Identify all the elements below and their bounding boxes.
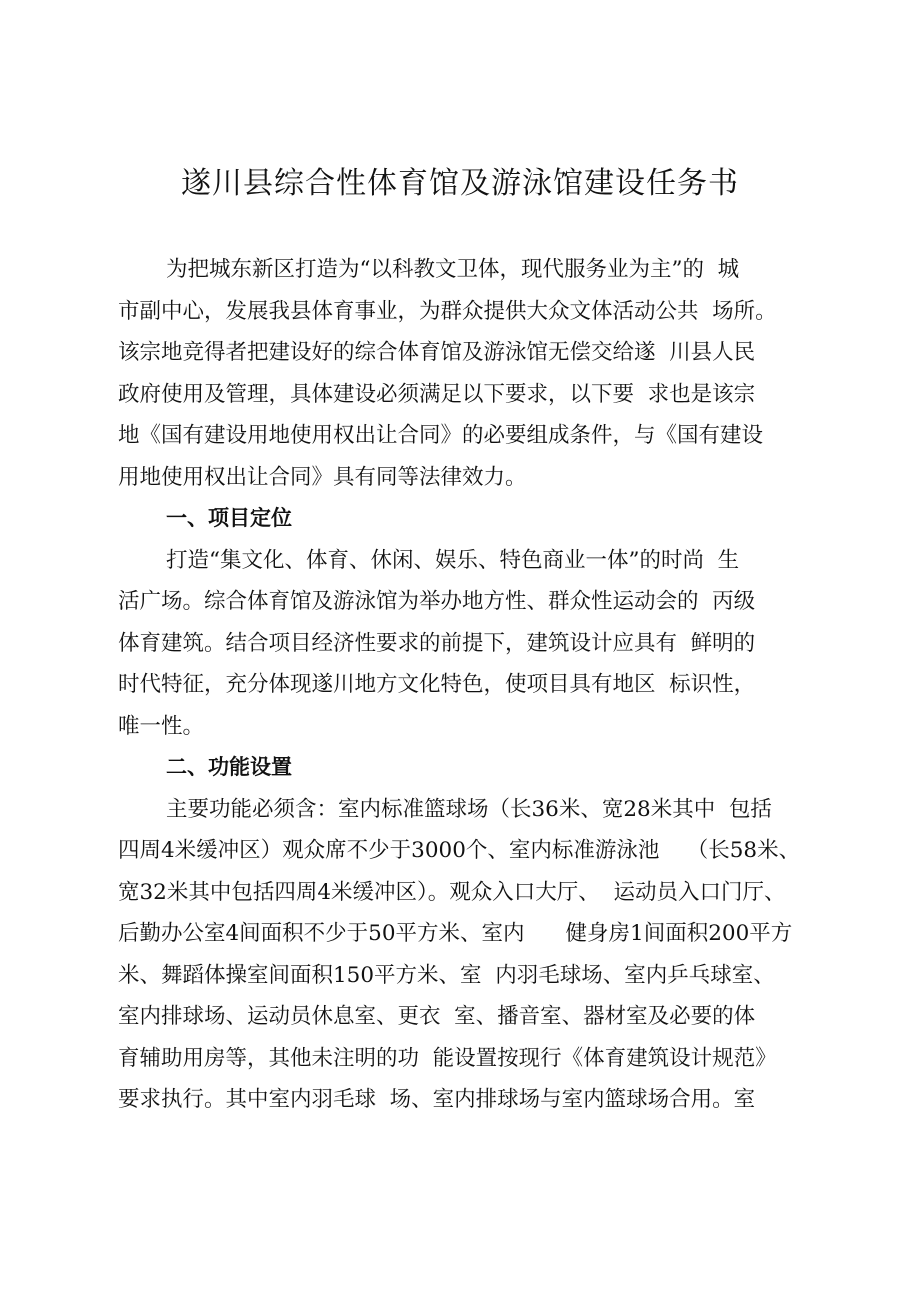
paragraph-line: 活广场。综合体育馆及游泳馆为举办地方性、群众性运动会的 丙级 (118, 589, 756, 614)
paragraph-line: 室内排球场、运动员休息室、更衣 室、播音室、器材室及必要的体 (118, 1004, 756, 1029)
paragraph-line: 该宗地竞得者把建设好的综合体育馆及游泳馆无偿交给遂 川县人民 (118, 340, 756, 365)
paragraph-line: 要求执行。其中室内羽毛球 场、室内排球场与室内篮球场合用。室 (118, 1087, 756, 1112)
paragraph-line: 主要功能必须含：室内标准篮球场（长36米、宽28米其中 包括 (166, 796, 772, 822)
paragraph-line: 四周4米缓冲区）观众席不少于3000个、室内标准游泳池 （长58米、 (118, 838, 801, 863)
paragraph-line: 唯一性。 (118, 713, 205, 739)
paragraph-line: 打造“集文化、体育、休闲、娱乐、特色商业一体”的时尚 生 (166, 547, 740, 573)
paragraph-line: 市副中心，发展我县体育事业，为群众提供大众文体活动公共 场所。 (118, 298, 777, 324)
paragraph-line: 宽32米其中包括四周4米缓冲区）。观众入口大厅、 运动员入口门厅、 (118, 879, 786, 905)
paragraph-line: 育辅助用房等，其他未注明的功 能设置按现行《体育建筑设计规范》 (118, 1045, 777, 1071)
paragraph-line: 时代特征，充分体现遂川地方文化特色，使项目具有地区 标识性， (118, 672, 756, 697)
paragraph-line: 政府使用及管理，具体建设必须满足以下要求，以下要 求也是该宗 (118, 381, 756, 407)
paragraph-line: 用地使用权出让合同》具有同等法律效力。 (118, 464, 527, 490)
paragraph-line: 地《国有建设用地使用权出让合同》的必要组成条件，与《国有建设 (118, 423, 764, 448)
document-title: 遂川县综合性体育馆及游泳馆建设任务书 (181, 166, 739, 201)
section-heading-positioning: 一、项目定位 (166, 506, 292, 530)
paragraph-line: 体育建筑。结合项目经济性要求的前提下，建筑设计应具有 鲜明的 (118, 630, 756, 656)
section-heading-functions: 二、功能设置 (166, 755, 292, 779)
paragraph-line: 后勤办公室4间面积不少于50平方米、室内 健身房1间面积200平方 (118, 921, 793, 946)
paragraph-line: 米、舞蹈体操室间面积150平方米、室 内羽毛球场、室内乒乓球室、 (118, 962, 775, 988)
document-body (118, 249, 810, 1121)
paragraph-line: 为把城东新区打造为“以科教文卫体，现代服务业为主”的 城 (166, 257, 740, 282)
